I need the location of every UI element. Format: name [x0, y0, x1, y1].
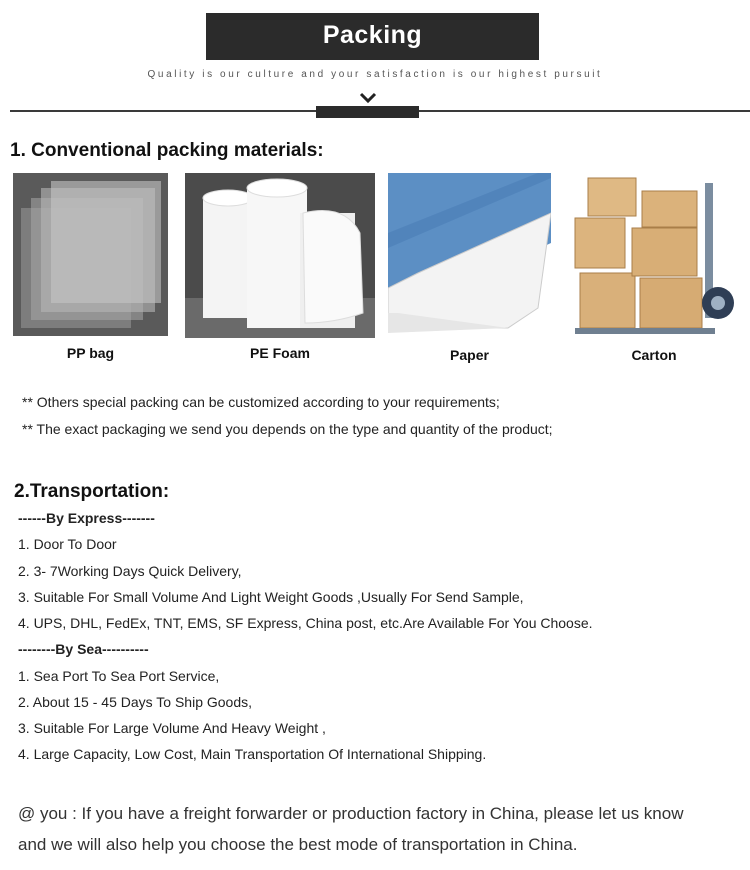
carton-label: Carton: [631, 347, 677, 363]
banner-title: Packing: [322, 21, 423, 49]
paper-label: Paper: [450, 347, 489, 363]
pp-bag-photo: [13, 173, 168, 336]
list-item: 1. Sea Port To Sea Port Service,: [18, 668, 220, 684]
list-item: 2. About 15 - 45 Days To Ship Goods,: [18, 694, 253, 710]
pp-bag-label: PP bag: [66, 345, 115, 361]
divider-tab: [316, 106, 419, 118]
section1-heading: 1. Conventional packing materials:: [10, 140, 324, 161]
footer-line-2: and we will also help you choose the best mode of transportation in China.: [18, 835, 578, 854]
chevron-down-icon: [358, 90, 378, 106]
packing-banner: [206, 13, 539, 60]
express-title: ------By Express-------: [18, 510, 155, 526]
list-item: 4. Large Capacity, Low Cost, Main Transportation Of International Shipping.: [18, 746, 487, 762]
tagline: Quality is our culture and your satisfaction is our highest pursuit: [147, 69, 603, 80]
list-item: 2. 3- 7Working Days Quick Delivery,: [18, 563, 242, 579]
list-item: 3. Suitable For Large Volume And Heavy Weight ,: [18, 720, 326, 736]
sea-title: --------By Sea----------: [18, 641, 149, 657]
section2-heading: 2.Transportation:: [14, 481, 170, 502]
paper-photo: [388, 173, 551, 338]
pe-foam-photo: [185, 173, 375, 338]
carton-photo: [570, 173, 738, 341]
list-item: 1. Door To Door: [18, 536, 117, 552]
note-custom-packing: ** Others special packing can be customized according to your requirements;: [22, 394, 500, 410]
list-item: 3. Suitable For Small Volume And Light Weight Goods ,Usually For Send Sample,: [18, 589, 524, 605]
list-item: 4. UPS, DHL, FedEx, TNT, EMS, SF Express, China post, etc.Are Available For You Choose.: [18, 615, 593, 631]
pe-foam-label: PE Foam: [250, 345, 310, 361]
note-exact-packaging: ** The exact packaging we send you depends on the type and quantity of the product;: [22, 421, 553, 437]
footer-line-1: @ you : If you have a freight forwarder or production factory in China, please let us know: [18, 804, 684, 823]
